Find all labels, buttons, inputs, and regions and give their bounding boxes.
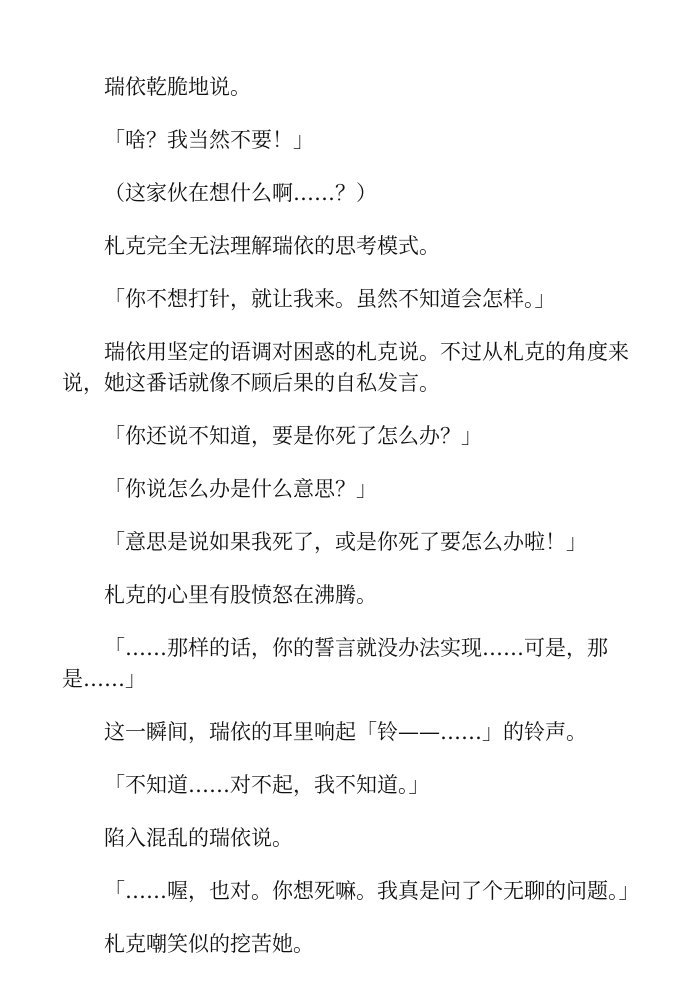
paragraph: 札克完全无法理解瑞依的思考模式。 xyxy=(104,234,440,258)
paragraph: 瑞依乾脆地说。 xyxy=(104,75,251,99)
paragraph: 瑞依用坚定的语调对困惑的札克说。不过从札克的角度来说，她这番话就像不顾后果的自私发言。 xyxy=(62,340,629,395)
paragraph: 「不知道……对不起，我不知道。」 xyxy=(104,773,430,797)
paragraph: 「意思是说如果我死了，或是你死了要怎么办啦！」 xyxy=(104,530,587,554)
paragraph: 陷入混乱的瑞依说。 xyxy=(104,826,293,850)
paragraph: 「……那样的话，你的誓言就没办法实现……可是，那是……」 xyxy=(62,636,608,691)
paragraph: （这家伙在想什么啊……？） xyxy=(104,181,377,205)
paragraph: 「你还说不知道，要是你死了怎么办？」 xyxy=(104,424,482,448)
paragraph: 「你说怎么办是什么意思？」 xyxy=(104,477,377,501)
paragraph: 「你不想打针，就让我来。虽然不知道会怎样。」 xyxy=(104,287,556,311)
paragraph: 札克嘲笑似的挖苦她。 xyxy=(104,932,314,956)
paragraph: 「……喔，也对。你想死嘛。我真是问了个无聊的问题。」 xyxy=(104,879,640,903)
paragraph: 这一瞬间，瑞依的耳里响起「铃——……」的铃声。 xyxy=(104,720,587,744)
document-page xyxy=(62,72,642,982)
paragraph: 「啥？我当然不要！」 xyxy=(104,128,314,152)
paragraph: 札克的心里有股愤怒在沸腾。 xyxy=(104,583,377,607)
